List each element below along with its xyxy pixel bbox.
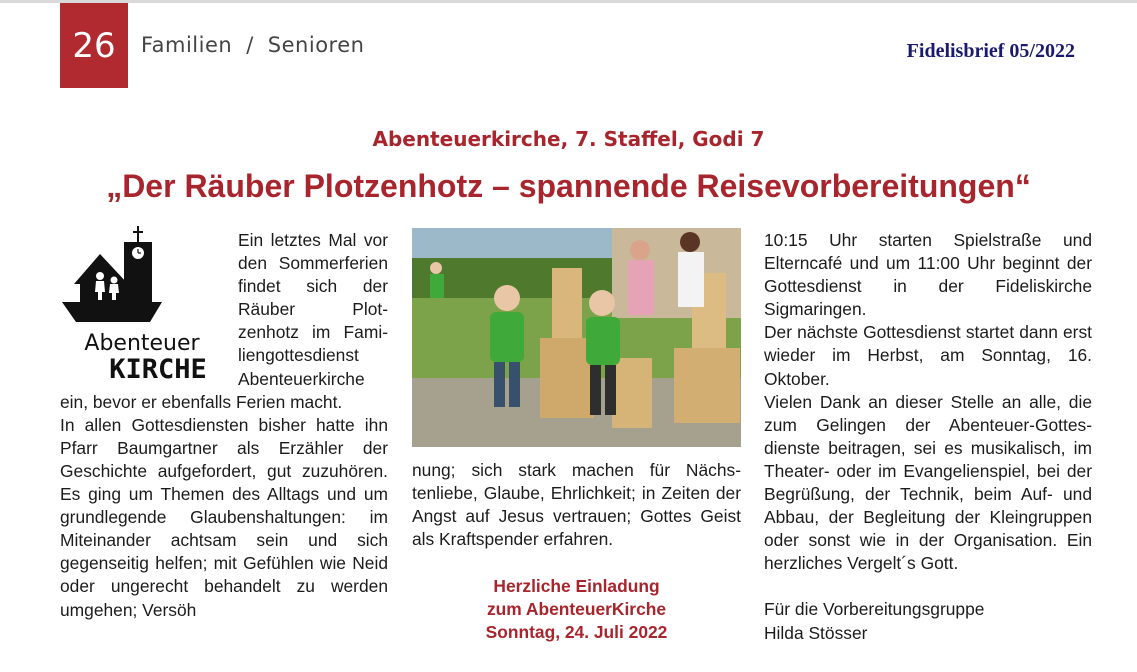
col1-paragraph-1: Ein letztes Mal vor den Sommerferien findet sich der Räuber Plotzenhotz im Familiengottesdienst Abenteuerkirche ein, bevor er ebenfalls Ferien macht. [60,230,388,412]
section-title [141,33,364,57]
top-rule [0,0,1137,3]
column-1 [60,229,388,622]
col3-paragraph-1: 10:15 Uhr starten Spielstraße und Elterncafé und um 11:00 Uhr beginnt der Gottesdienst in der Fideliskirche Sigmaringen. [764,230,1092,320]
signature-name: Hilda Stösser [764,622,868,643]
invitation-box [412,575,741,644]
col3-paragraph-2: Der nächste Gottesdienst startet dann erst wieder im Herbst, am Sonntag, 16. Oktober. [764,322,1092,389]
invitation-line-1: Herzliche Einladung [493,576,660,596]
article-kicker: Abenteuerkirche, 7. Staffel, Godi 7 [372,127,765,151]
section-seniors: Senioren [267,33,365,57]
logo-word-2: KIRCHE [109,354,207,385]
page-number: 26 [60,3,128,88]
abenteuerkirche-logo [58,226,228,386]
col1-paragraph-2: In allen Gottesdiensten bisher hatte ihn Pfarr Baumgartner als Erzähler der Geschichte aufgefordert, gut zuzuhören. Es ging um Themen des Alltags und um grundlegende Glaubenshaltungen: im Miteinander achtsam sein und sich gegenseitig helfen; mit Gefühlen wie Neid oder ungerecht behandelt zu werden umgehen; Versöh [60,414,388,620]
col2-paragraph: nung; sich stark machen für Nächstenliebe, Glaube, Ehrlichkeit; in Zeiten der Angst auf Jesus vertrauen; Gottes Geist als Kraftspender erfahren. [412,460,741,550]
column-3 [764,229,1092,645]
issue-label: Fidelisbrief 05/2022 [906,40,1075,62]
photo-children-wooden-towers [412,228,741,447]
column-2 [412,459,741,551]
invitation-date: Sonntag, 24. Juli 2022 [485,622,668,642]
article-headline: „Der Räuber Plotzenhotz – spannende Reisevorbereitungen“ [106,168,1031,204]
signature-group: Für die Vorbereitungsgruppe [764,599,985,620]
invitation-line-2: zum AbenteuerKirche [486,599,667,619]
col3-paragraph-3: Vielen Dank an dieser Stelle an alle, die zum Gelingen der Abenteuer-Gottesdienste beitragen, sei es musikalisch, im Theater- oder im Evangelienspiel, bei der Begrüßung, der Technik, beim Auf- und Abbau, der Begleitung der Kleingruppen oder sonst wie in der Organisation. Ein herzliches Vergelt´s Gott. [764,391,1092,574]
section-families: Familien [141,33,233,57]
section-separator: / [246,33,254,57]
logo-word-1: Abenteuer [84,331,200,356]
